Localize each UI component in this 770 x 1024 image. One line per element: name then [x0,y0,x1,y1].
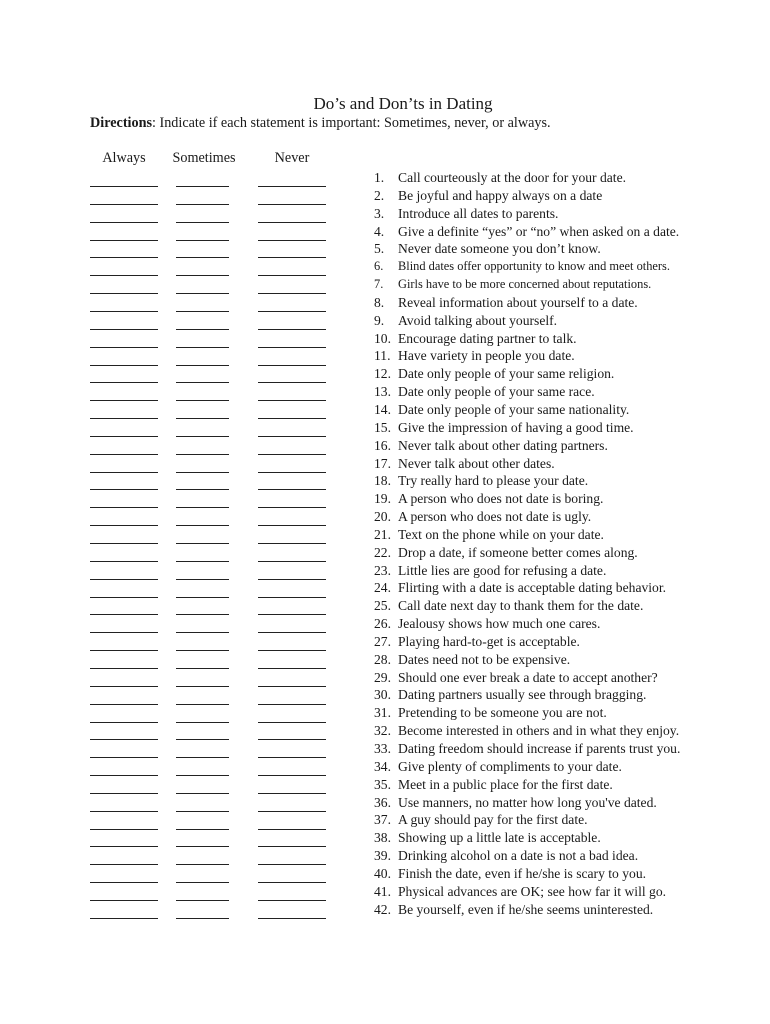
always-blank[interactable] [90,186,158,187]
sometimes-blank[interactable] [176,204,229,205]
always-blank[interactable] [90,739,158,740]
statement-item [374,205,680,223]
always-blank[interactable] [90,543,158,544]
sometimes-blank[interactable] [176,365,229,366]
sometimes-blank[interactable] [176,347,229,348]
statement-number: 2. [374,187,385,203]
never-blank[interactable] [258,186,326,187]
statement-item [374,740,680,758]
statement-item [374,383,680,401]
always-blank[interactable] [90,704,158,705]
sometimes-blank[interactable] [176,793,229,794]
sometimes-blank[interactable] [176,418,229,419]
never-blank[interactable] [258,561,326,562]
never-blank[interactable] [258,882,326,883]
never-blank[interactable] [258,650,326,651]
never-blank[interactable] [258,436,326,437]
never-blank[interactable] [258,614,326,615]
statement-number: 21. [374,526,391,542]
statement-number: 36. [374,794,391,810]
statement-text: Give the impression of having a good time. [398,419,634,435]
statement-number: 40. [374,865,391,881]
sometimes-blank[interactable] [176,472,229,473]
statement-number: 1. [374,170,385,185]
never-blank[interactable] [258,757,326,758]
statement-item [374,883,680,901]
always-blank[interactable] [90,775,158,776]
statement-item [374,847,680,865]
statement-number: 3. [374,205,385,221]
statement-number: 4. [374,223,385,239]
statement-number: 34. [374,758,391,774]
statement-item [374,776,680,794]
statement-text: Call date next day to thank them for the date. [398,598,644,614]
sometimes-blank[interactable] [176,561,229,562]
sometimes-blank[interactable] [176,275,229,276]
statement-text: Playing hard-to-get is acceptable. [398,633,580,649]
always-blank[interactable] [90,722,158,723]
column-header-sometimes: Sometimes [172,150,236,166]
always-blank[interactable] [90,275,158,276]
never-blank[interactable] [258,704,326,705]
statement-number: 14. [374,401,391,417]
always-blank[interactable] [90,650,158,651]
statement-text: Girls have to be more concerned about reputations. [398,277,652,292]
sometimes-blank[interactable] [176,632,229,633]
sometimes-blank[interactable] [176,704,229,705]
always-blank[interactable] [90,597,158,598]
statement-text: Become interested in others and in what they enjoy. [398,723,680,739]
always-blank[interactable] [90,329,158,330]
statement-item [374,526,680,544]
always-blank[interactable] [90,579,158,580]
sometimes-blank[interactable] [176,846,229,847]
always-blank[interactable] [90,811,158,812]
statement-item [374,169,680,187]
statement-number: 28. [374,651,391,667]
statement-text: Call courteously at the door for your date. [398,170,627,185]
statement-text: Drop a date, if someone better comes along. [398,544,638,560]
statement-number: 13. [374,384,391,400]
sometimes-blank[interactable] [176,918,229,919]
always-blank[interactable] [90,829,158,830]
never-blank[interactable] [258,507,326,508]
statement-number: 29. [374,669,391,685]
statement-text: Date only people of your same religion. [398,366,615,382]
column-header-never: Never [274,150,310,166]
statement-number: 41. [374,883,391,899]
statement-item [374,544,680,562]
always-blank[interactable] [90,311,158,312]
statement-item [374,258,680,276]
sometimes-blank[interactable] [176,579,229,580]
sometimes-blank[interactable] [176,686,229,687]
statement-item [374,330,680,348]
always-blank[interactable] [90,632,158,633]
statement-item [374,508,680,526]
statement-text: Pretending to be someone you are not. [398,705,607,721]
never-blank[interactable] [258,204,326,205]
statement-text: Reveal information about yourself to a date. [398,294,638,310]
statement-text: A guy should pay for the first date. [398,812,588,828]
statement-number: 19. [374,491,391,507]
never-blank[interactable] [258,311,326,312]
never-blank[interactable] [258,418,326,419]
statement-text: Avoid talking about yourself. [398,312,558,328]
directions-label: Directions [90,115,152,131]
statement-text: Dates need not to be expensive. [398,651,571,667]
always-blank[interactable] [90,561,158,562]
statement-text: Encourage dating partner to talk. [398,330,577,346]
statement-item [374,901,680,919]
statement-text: Dating partners usually see through bragging. [398,687,647,703]
never-blank[interactable] [258,293,326,294]
always-blank[interactable] [90,757,158,758]
always-blank[interactable] [90,507,158,508]
statement-item [374,276,680,294]
always-blank[interactable] [90,614,158,615]
never-blank[interactable] [258,400,326,401]
always-blank[interactable] [90,418,158,419]
sometimes-blank[interactable] [176,186,229,187]
always-blank[interactable] [90,668,158,669]
statement-text: Be yourself, even if he/she seems uninterested. [398,901,654,917]
statement-text: Jealousy shows how much one cares. [398,616,601,632]
never-blank[interactable] [258,793,326,794]
statement-item [374,401,680,419]
statement-item [374,669,680,687]
statement-text: Flirting with a date is acceptable dating behavior. [398,580,667,596]
statement-text: Use manners, no matter how long you've dated. [398,794,657,810]
statement-item [374,794,680,812]
statement-item [374,294,680,312]
statement-number: 9. [374,312,385,328]
sometimes-blank[interactable] [176,597,229,598]
always-blank[interactable] [90,347,158,348]
statement-text: Never talk about other dating partners. [398,437,608,453]
document-title: Do’s and Don’ts in Dating [313,94,493,113]
sometimes-blank[interactable] [176,882,229,883]
always-blank[interactable] [90,382,158,383]
sometimes-blank[interactable] [176,240,229,241]
always-blank[interactable] [90,204,158,205]
statement-item [374,365,680,383]
never-blank[interactable] [258,543,326,544]
statement-text: Dating freedom should increase if parents trust you. [398,741,681,756]
sometimes-blank[interactable] [176,739,229,740]
statement-number: 20. [374,509,391,525]
statement-number: 32. [374,723,391,739]
sometimes-blank[interactable] [176,489,229,490]
always-blank[interactable] [90,864,158,865]
never-blank[interactable] [258,900,326,901]
directions-text: : Indicate if each statement is important: Sometimes, never, or always. [152,115,551,131]
statement-number: 24. [374,580,391,596]
always-blank[interactable] [90,489,158,490]
statement-item [374,722,680,740]
statement-number: 42. [374,901,391,917]
never-blank[interactable] [258,347,326,348]
sometimes-blank[interactable] [176,829,229,830]
never-blank[interactable] [258,240,326,241]
statement-text: Never date someone you don’t know. [398,241,601,257]
statement-number: 7. [374,277,384,292]
statement-text: Text on the phone while on your date. [398,526,604,542]
statement-text: Date only people of your same race. [398,384,595,400]
statement-number: 27. [374,633,391,649]
always-blank[interactable] [90,472,158,473]
sometimes-blank[interactable] [176,614,229,615]
statement-text: Physical advances are OK; see how far it will go. [398,883,667,899]
statement-item [374,865,680,883]
statement-text: A person who does not date is boring. [398,491,604,507]
statement-number: 8. [374,294,385,310]
never-blank[interactable] [258,829,326,830]
statement-item [374,490,680,508]
statement-number: 5. [374,241,385,257]
never-blank[interactable] [258,489,326,490]
statement-item [374,187,680,205]
sometimes-blank[interactable] [176,329,229,330]
sometimes-blank[interactable] [176,757,229,758]
always-blank[interactable] [90,293,158,294]
always-blank[interactable] [90,240,158,241]
statement-item [374,419,680,437]
statement-text: Never talk about other dates. [398,455,555,471]
statement-item [374,597,680,615]
never-blank[interactable] [258,329,326,330]
directions [90,115,551,132]
sometimes-blank[interactable] [176,222,229,223]
never-blank[interactable] [258,739,326,740]
statement-text: Little lies are good for refusing a date. [398,562,607,578]
always-blank[interactable] [90,900,158,901]
never-blank[interactable] [258,257,326,258]
always-blank[interactable] [90,882,158,883]
sometimes-blank[interactable] [176,525,229,526]
sometimes-blank[interactable] [176,257,229,258]
always-blank[interactable] [90,846,158,847]
statement-number: 6. [374,259,384,274]
sometimes-blank[interactable] [176,900,229,901]
column-header-always: Always [102,150,146,166]
sometimes-blank[interactable] [176,811,229,812]
statement-number: 39. [374,848,391,864]
statement-item [374,562,680,580]
statement-number: 30. [374,687,391,703]
sometimes-blank[interactable] [176,775,229,776]
statement-number: 25. [374,598,391,614]
statement-text: Give plenty of compliments to your date. [398,758,622,774]
always-blank[interactable] [90,222,158,223]
never-blank[interactable] [258,275,326,276]
never-blank[interactable] [258,668,326,669]
statement-text: Date only people of your same nationality. [398,401,630,417]
never-blank[interactable] [258,686,326,687]
always-blank[interactable] [90,686,158,687]
statement-item [374,312,680,330]
statement-text: Finish the date, even if he/she is scary to you. [398,865,647,881]
sometimes-blank[interactable] [176,543,229,544]
statement-item [374,704,680,722]
sometimes-blank[interactable] [176,722,229,723]
statement-number: 10. [374,330,391,346]
statement-item [374,223,680,241]
statement-list [374,169,680,918]
never-blank[interactable] [258,918,326,919]
always-blank[interactable] [90,365,158,366]
never-blank[interactable] [258,454,326,455]
never-blank[interactable] [258,472,326,473]
never-blank[interactable] [258,579,326,580]
statement-item [374,686,680,704]
always-blank[interactable] [90,436,158,437]
statement-item [374,758,680,776]
always-blank[interactable] [90,454,158,455]
sometimes-blank[interactable] [176,311,229,312]
statement-number: 18. [374,473,391,489]
statement-number: 37. [374,812,391,828]
always-blank[interactable] [90,400,158,401]
sometimes-blank[interactable] [176,454,229,455]
sometimes-blank[interactable] [176,668,229,669]
statement-text: Should one ever break a date to accept another? [398,669,658,685]
statement-number: 15. [374,419,391,435]
sometimes-blank[interactable] [176,436,229,437]
never-blank[interactable] [258,846,326,847]
statement-item [374,437,680,455]
statement-text: Showing up a little late is acceptable. [398,830,601,846]
never-blank[interactable] [258,382,326,383]
statement-item [374,811,680,829]
sometimes-blank[interactable] [176,293,229,294]
statement-number: 31. [374,705,391,721]
always-blank[interactable] [90,918,158,919]
always-blank[interactable] [90,525,158,526]
statement-text: Try really hard to please your date. [398,473,589,489]
never-blank[interactable] [258,811,326,812]
statement-item [374,472,680,490]
statement-text: Introduce all dates to parents. [398,205,559,221]
never-blank[interactable] [258,365,326,366]
sometimes-blank[interactable] [176,650,229,651]
never-blank[interactable] [258,775,326,776]
never-blank[interactable] [258,632,326,633]
statement-item [374,579,680,597]
statement-number: 17. [374,455,391,471]
statement-number: 11. [374,348,391,364]
sometimes-blank[interactable] [176,382,229,383]
statement-number: 12. [374,366,391,382]
statement-number: 23. [374,562,391,578]
never-blank[interactable] [258,525,326,526]
sometimes-blank[interactable] [176,507,229,508]
statement-text: A person who does not date is ugly. [398,509,592,525]
statement-text: Give a definite “yes” or “no” when asked on a date. [398,223,680,239]
statement-item [374,455,680,473]
statement-item [374,633,680,651]
statement-number: 38. [374,830,391,846]
statement-text: Have variety in people you date. [398,348,575,364]
never-blank[interactable] [258,597,326,598]
statement-text: Be joyful and happy always on a date [398,187,603,203]
statement-number: 35. [374,776,391,792]
sometimes-blank[interactable] [176,400,229,401]
statement-item [374,615,680,633]
statement-text: Blind dates offer opportunity to know and meet others. [398,259,670,274]
never-blank[interactable] [258,864,326,865]
statement-number: 33. [374,741,391,756]
statement-item [374,651,680,669]
statement-number: 26. [374,616,391,632]
never-blank[interactable] [258,722,326,723]
always-blank[interactable] [90,257,158,258]
statement-item [374,829,680,847]
statement-text: Meet in a public place for the first date. [398,776,613,792]
never-blank[interactable] [258,222,326,223]
always-blank[interactable] [90,793,158,794]
statement-item [374,347,680,365]
statement-item [374,240,680,258]
sometimes-blank[interactable] [176,864,229,865]
statement-number: 22. [374,544,391,560]
statement-text: Drinking alcohol on a date is not a bad idea. [398,848,639,864]
statement-number: 16. [374,437,391,453]
